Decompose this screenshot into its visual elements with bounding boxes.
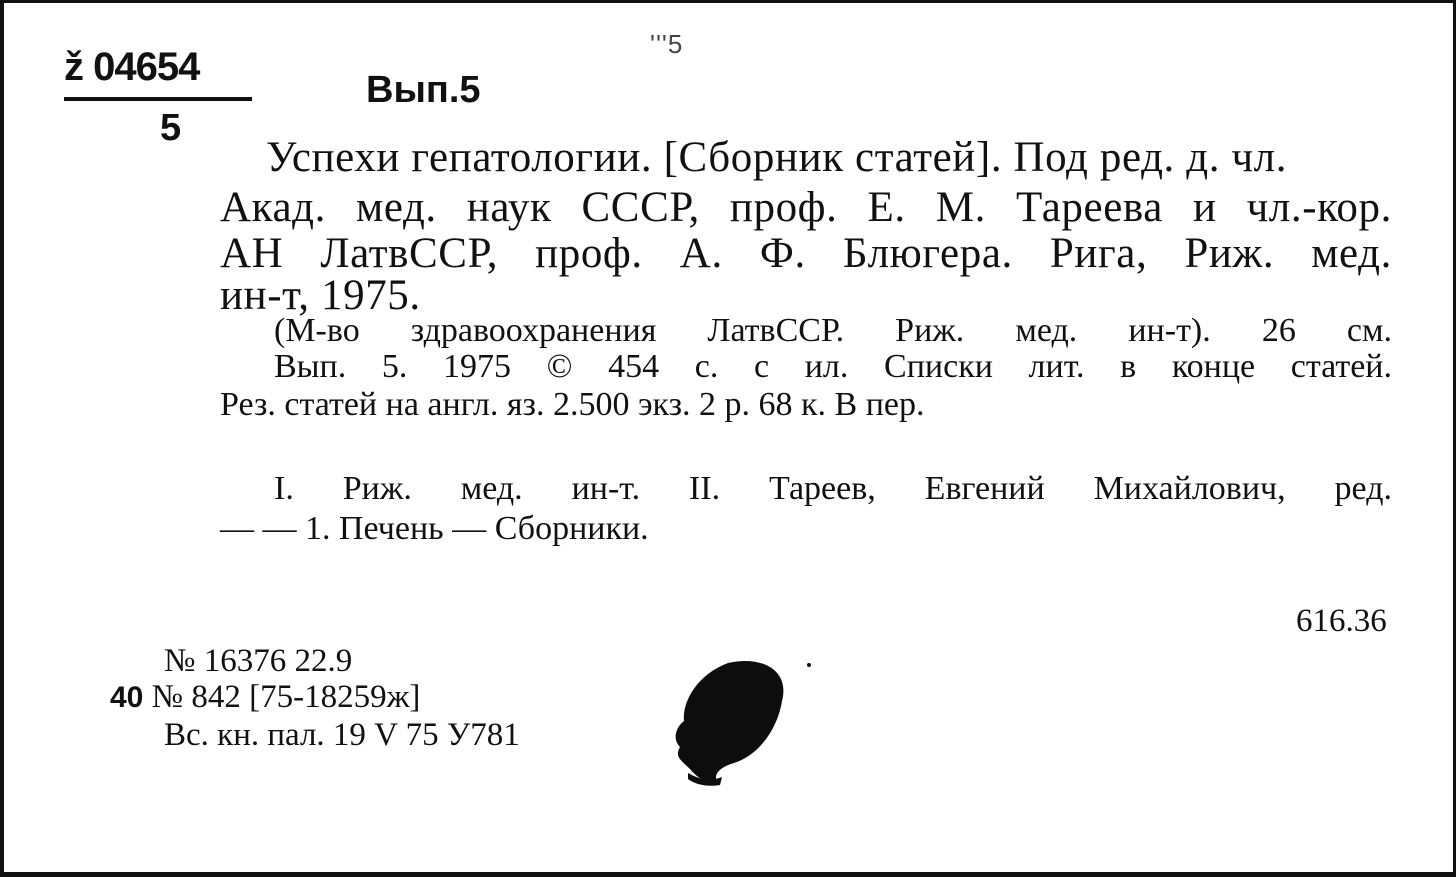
title-line-3: АН ЛатвССР, проф. А. Ф. Блюгера. Рига, Риж. мед. (220, 230, 1392, 277)
description-line-1: (М-во здравоохранения ЛатвССР. Риж. мед. ин-т). 26 см. (274, 312, 1392, 349)
call-number-sub: 5 (160, 107, 182, 149)
accession-line-2-prefix: 40 (110, 681, 144, 714)
call-number-underline (64, 97, 252, 101)
issue-label: Вып.5 (366, 69, 481, 111)
classification-number: 616.36 (1296, 603, 1387, 639)
tracings-line-1: I. Риж. мед. ин-т. II. Тареев, Евгений Михайлович, ред. (274, 470, 1392, 507)
pencil-mark: '''5 (650, 29, 684, 59)
accession-line-2 (110, 677, 420, 718)
accession-line-3-text: Вс. кн. пал. 19 V 75 У781 (164, 717, 520, 753)
title-line-4: ин-т, 1975. (220, 272, 421, 319)
description-line-3: Рез. статей на англ. яз. 2.500 экз. 2 р. 68 к. В пер. (220, 386, 925, 423)
accession-line-3 (164, 715, 520, 755)
title-line-1: Успехи гепатологии. [Сборник статей]. Под ред. д. чл. (266, 134, 1288, 181)
accession-line-1-text: № 16376 22.9 (164, 643, 353, 679)
ink-blot (668, 657, 818, 791)
ink-speck (807, 663, 811, 667)
title-line-2: Акад. мед. наук СССР, проф. Е. М. Тареева и чл.-кор. (220, 184, 1392, 231)
accession-line-1 (164, 641, 352, 681)
call-number: ž 04654 (64, 45, 200, 89)
description-line-2: Вып. 5. 1975 © 454 с. с ил. Списки лит. в конце статей. (274, 348, 1392, 385)
tracings-line-2: — — 1. Печень — Сборники. (220, 510, 649, 547)
accession-line-2-text: № 842 [75-18259ж] (143, 679, 421, 715)
